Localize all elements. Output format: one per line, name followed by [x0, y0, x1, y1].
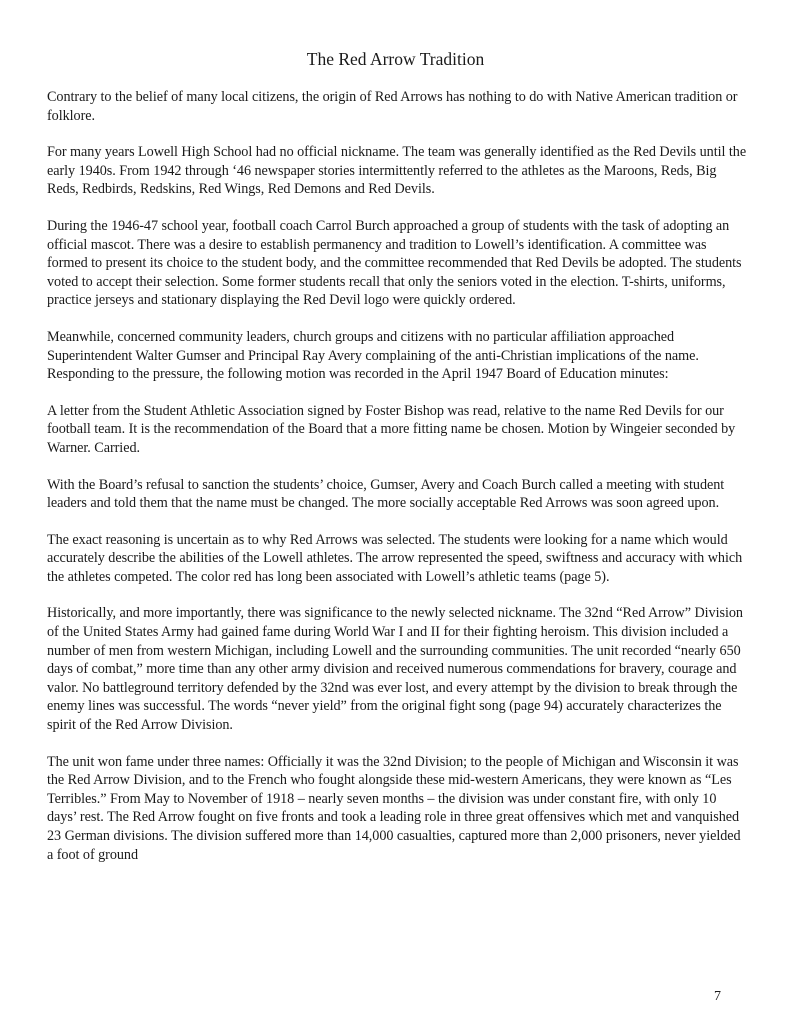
paragraph-three-names: The unit won fame under three names: Officially it was the 32nd Division; to the people of Michigan and Wisconsin it was the Red Arrow Division, and to the French who fought alongside these mid-western Americans, they were known as “Les Terribles.” From May to November of 1918 – nearly seven months – the division was under constant fire, with only 10 days’ rest. The Red Arrow fought on five fronts and took a leading role in three great offensives which met and vanquished 23 German divisions. The division suffered more than 14,000 casualties, captured more than 2,000 prisoners, never yielded a foot of ground [47, 753, 741, 863]
paragraph-reasoning: The exact reasoning is uncertain as to why Red Arrows was selected. The students were looking for a name which would accurately describe the abilities of the Lowell athletes. The arrow represented the speed, swiftness and accuracy with which the athletes competed. The color red has long been associated with Lowell’s athletic teams (page 5). [47, 531, 743, 585]
paragraph-32nd-division: Historically, and more importantly, there was significance to the newly selected nickname. The 32nd “Red Arrow” Division of the United States Army had gained fame during World War I and II for their fighting heroism. This division included a number of men from western Michigan, including Lowell and the surrounding communities. The unit recorded “nearly 650 days of combat,” more time than any other army division and received numerous commendations for bravery, courage and valor. No battleground territory defended by the 32nd was ever lost, and every attempt by the division to break through the enemy lines was successful. The words “never yield” from the original fight song (page 94) accurately characterizes the spirit of the Red Arrow Division. [47, 605, 743, 734]
page-number: 7 [714, 989, 721, 1004]
paragraph-nickname-history: For many years Lowell High School had no official nickname. The team was generally identified as the Red Devils until the early 1940s. From 1942 through ‘46 newspaper stories intermittently referred to the athletes as the Maroons, Reds, Big Reds, Redbirds, Redskins, Red Wings, Red Demons and Red Devils. [47, 144, 747, 198]
paragraph-mascot-vote: During the 1946-47 school year, football coach Carrol Burch approached a group of students with the task of adopting an official mascot. There was a desire to establish permanency and tradition to Lowell’s identification. A committee was formed to present its choice to the student body, and the committee recommended that Red Devils be adopted. The students voted to accept their selection. Some former students recall that only the seniors voted in the election. T-shirts, uniforms, practice jerseys and stationary displaying the Red Devil logo were quickly ordered. [47, 217, 742, 309]
paragraph-name-change: With the Board’s refusal to sanction the students’ choice, Gumser, Avery and Coach Burch called a meeting with student leaders and told them that the name must be changed. The more socially acceptable Red Arrows was soon agreed upon. [47, 476, 725, 512]
document-body [47, 88, 747, 882]
paragraph-origin: Contrary to the belief of many local citizens, the origin of Red Arrows has nothing to do with Native American tradition or folklore. [47, 89, 738, 124]
page-title: The Red Arrow Tradition [306, 49, 485, 69]
paragraph-community-concern: Meanwhile, concerned community leaders, church groups and citizens with no particular affiliation approached Superintendent Walter Gumser and Principal Ray Avery complaining of the anti-Christian implications of the name. Responding to the pressure, the following motion was recorded in the April 1947 Board of Education minutes: [47, 328, 699, 383]
paragraph-board-minutes: A letter from the Student Athletic Association signed by Foster Bishop was read, relative to the name Red Devils for our football team. It is the recommendation of the Board that a more fitting name be chosen. Motion by Wingeier seconded by Warner. Carried. [47, 402, 736, 456]
